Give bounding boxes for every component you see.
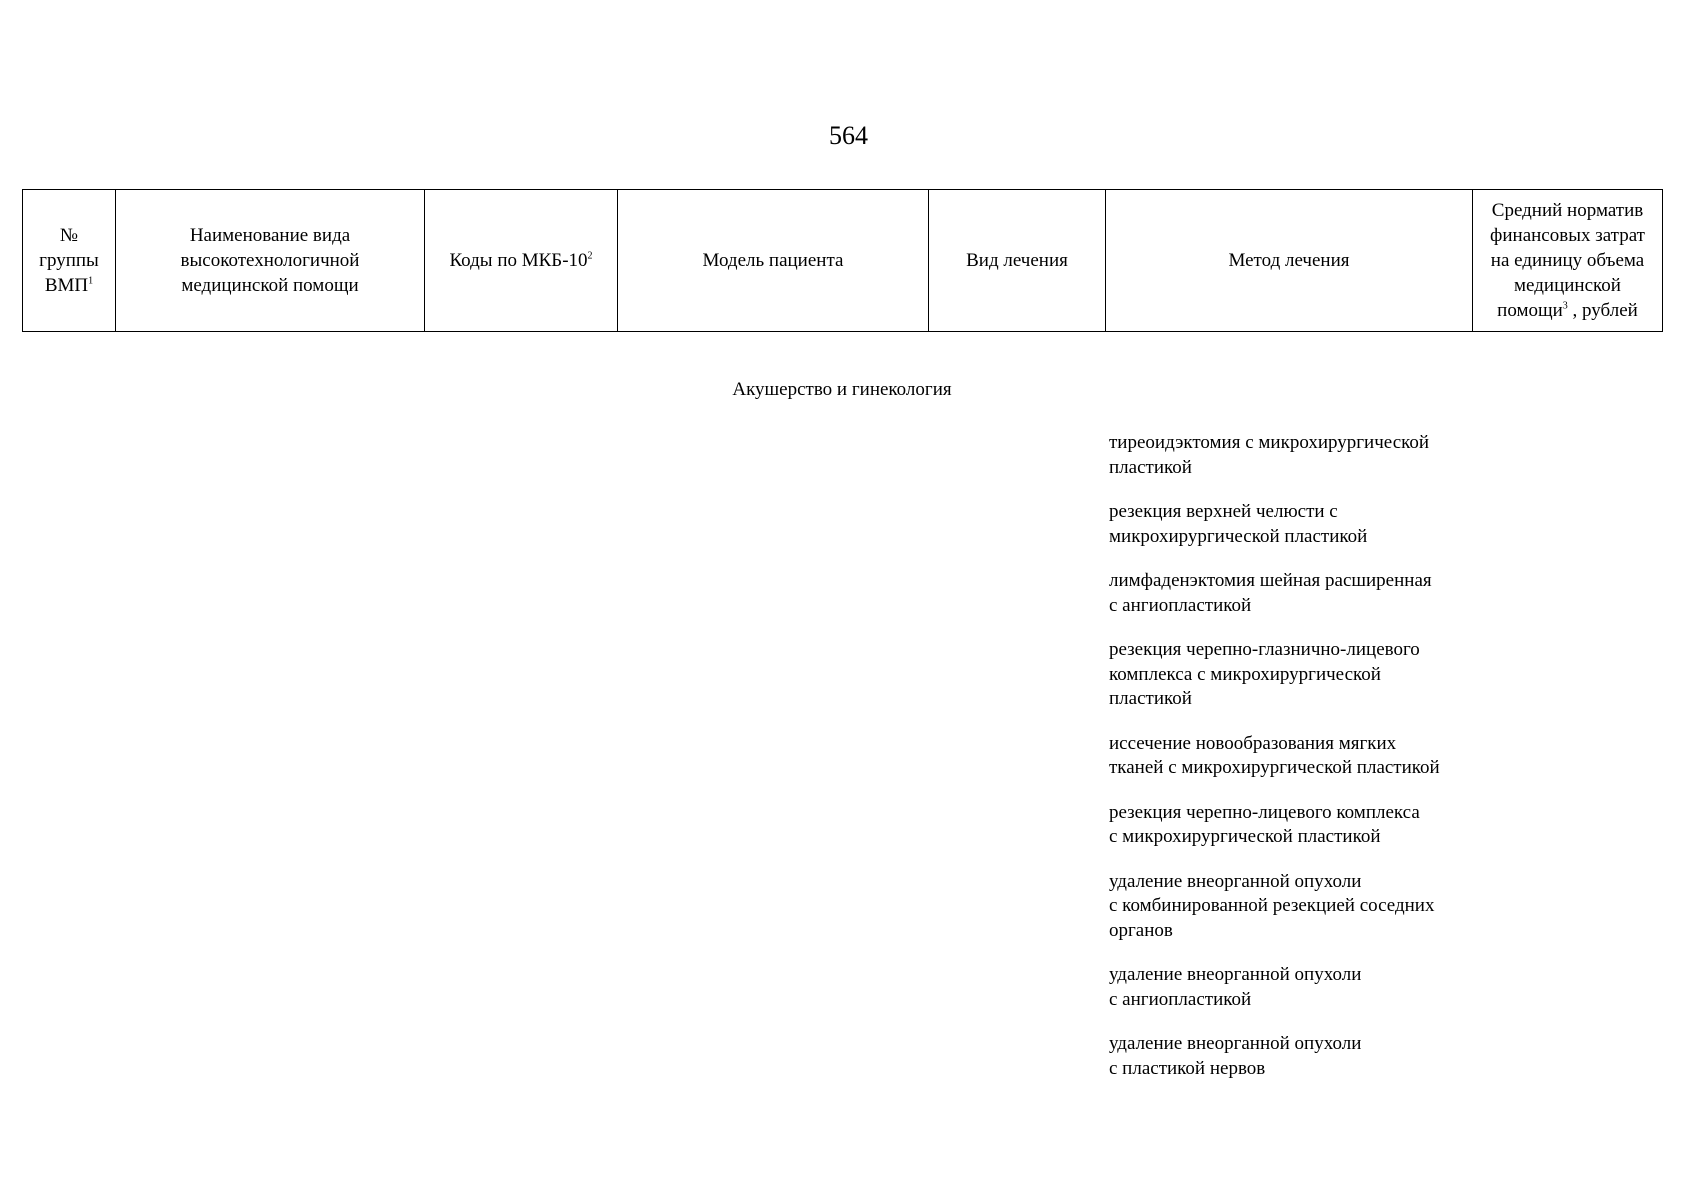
treatment-methods-list xyxy=(1109,431,1489,1101)
list-item: иссечение новообразования мягких тканей с микрохирургической пластикой xyxy=(1109,732,1440,778)
list-item: резекция верхней челюсти с микрохирургической пластикой xyxy=(1109,501,1368,547)
footnote-ref: 3 xyxy=(1562,300,1568,312)
col-header-treatment-type: Вид лечения xyxy=(929,190,1106,332)
col-header-cost-standard: Средний норматив финансовых затрат на единицу объема медицинской помощи$^3$ , рублей xyxy=(1473,190,1663,332)
footnote-ref: 1 xyxy=(88,275,94,287)
header-row xyxy=(23,190,1663,332)
list-item: лимфаденэктомия шейная расширенная с ангиопластикой xyxy=(1109,570,1432,616)
list-item: тиреоидэктомия с микрохирургической пластикой xyxy=(1109,432,1430,478)
list-item: резекция черепно-глазнично-лицевого комплекса с микрохирургической пластикой xyxy=(1109,639,1420,709)
header-table xyxy=(22,189,1663,332)
col-header-patient-model: Модель пациента xyxy=(618,190,929,332)
page-number: 564 xyxy=(829,121,868,150)
list-item: резекция черепно-лицевого комплекса с микрохирургической пластикой xyxy=(1109,801,1420,847)
col-header-group-number: № группы ВМП$^1$ xyxy=(23,190,116,332)
col-header-care-type-name: Наименование вида высокотехнологичной медицинской помощи xyxy=(116,190,425,332)
list-item: удаление внеорганной опухоли с ангиопластикой xyxy=(1109,964,1362,1010)
col-header-icd-codes: Коды по МКБ-$10^2$ xyxy=(425,190,618,332)
footnote-ref: 2 xyxy=(587,250,593,262)
section-title: Акушерство и гинекология xyxy=(732,379,952,400)
list-item: удаление внеорганной опухоли с пластикой нервов xyxy=(1109,1033,1362,1079)
list-item: удаление внеорганной опухоли с комбинированной резекцией соседних органов xyxy=(1109,870,1435,941)
col-header-treatment-method: Метод лечения xyxy=(1106,190,1473,332)
